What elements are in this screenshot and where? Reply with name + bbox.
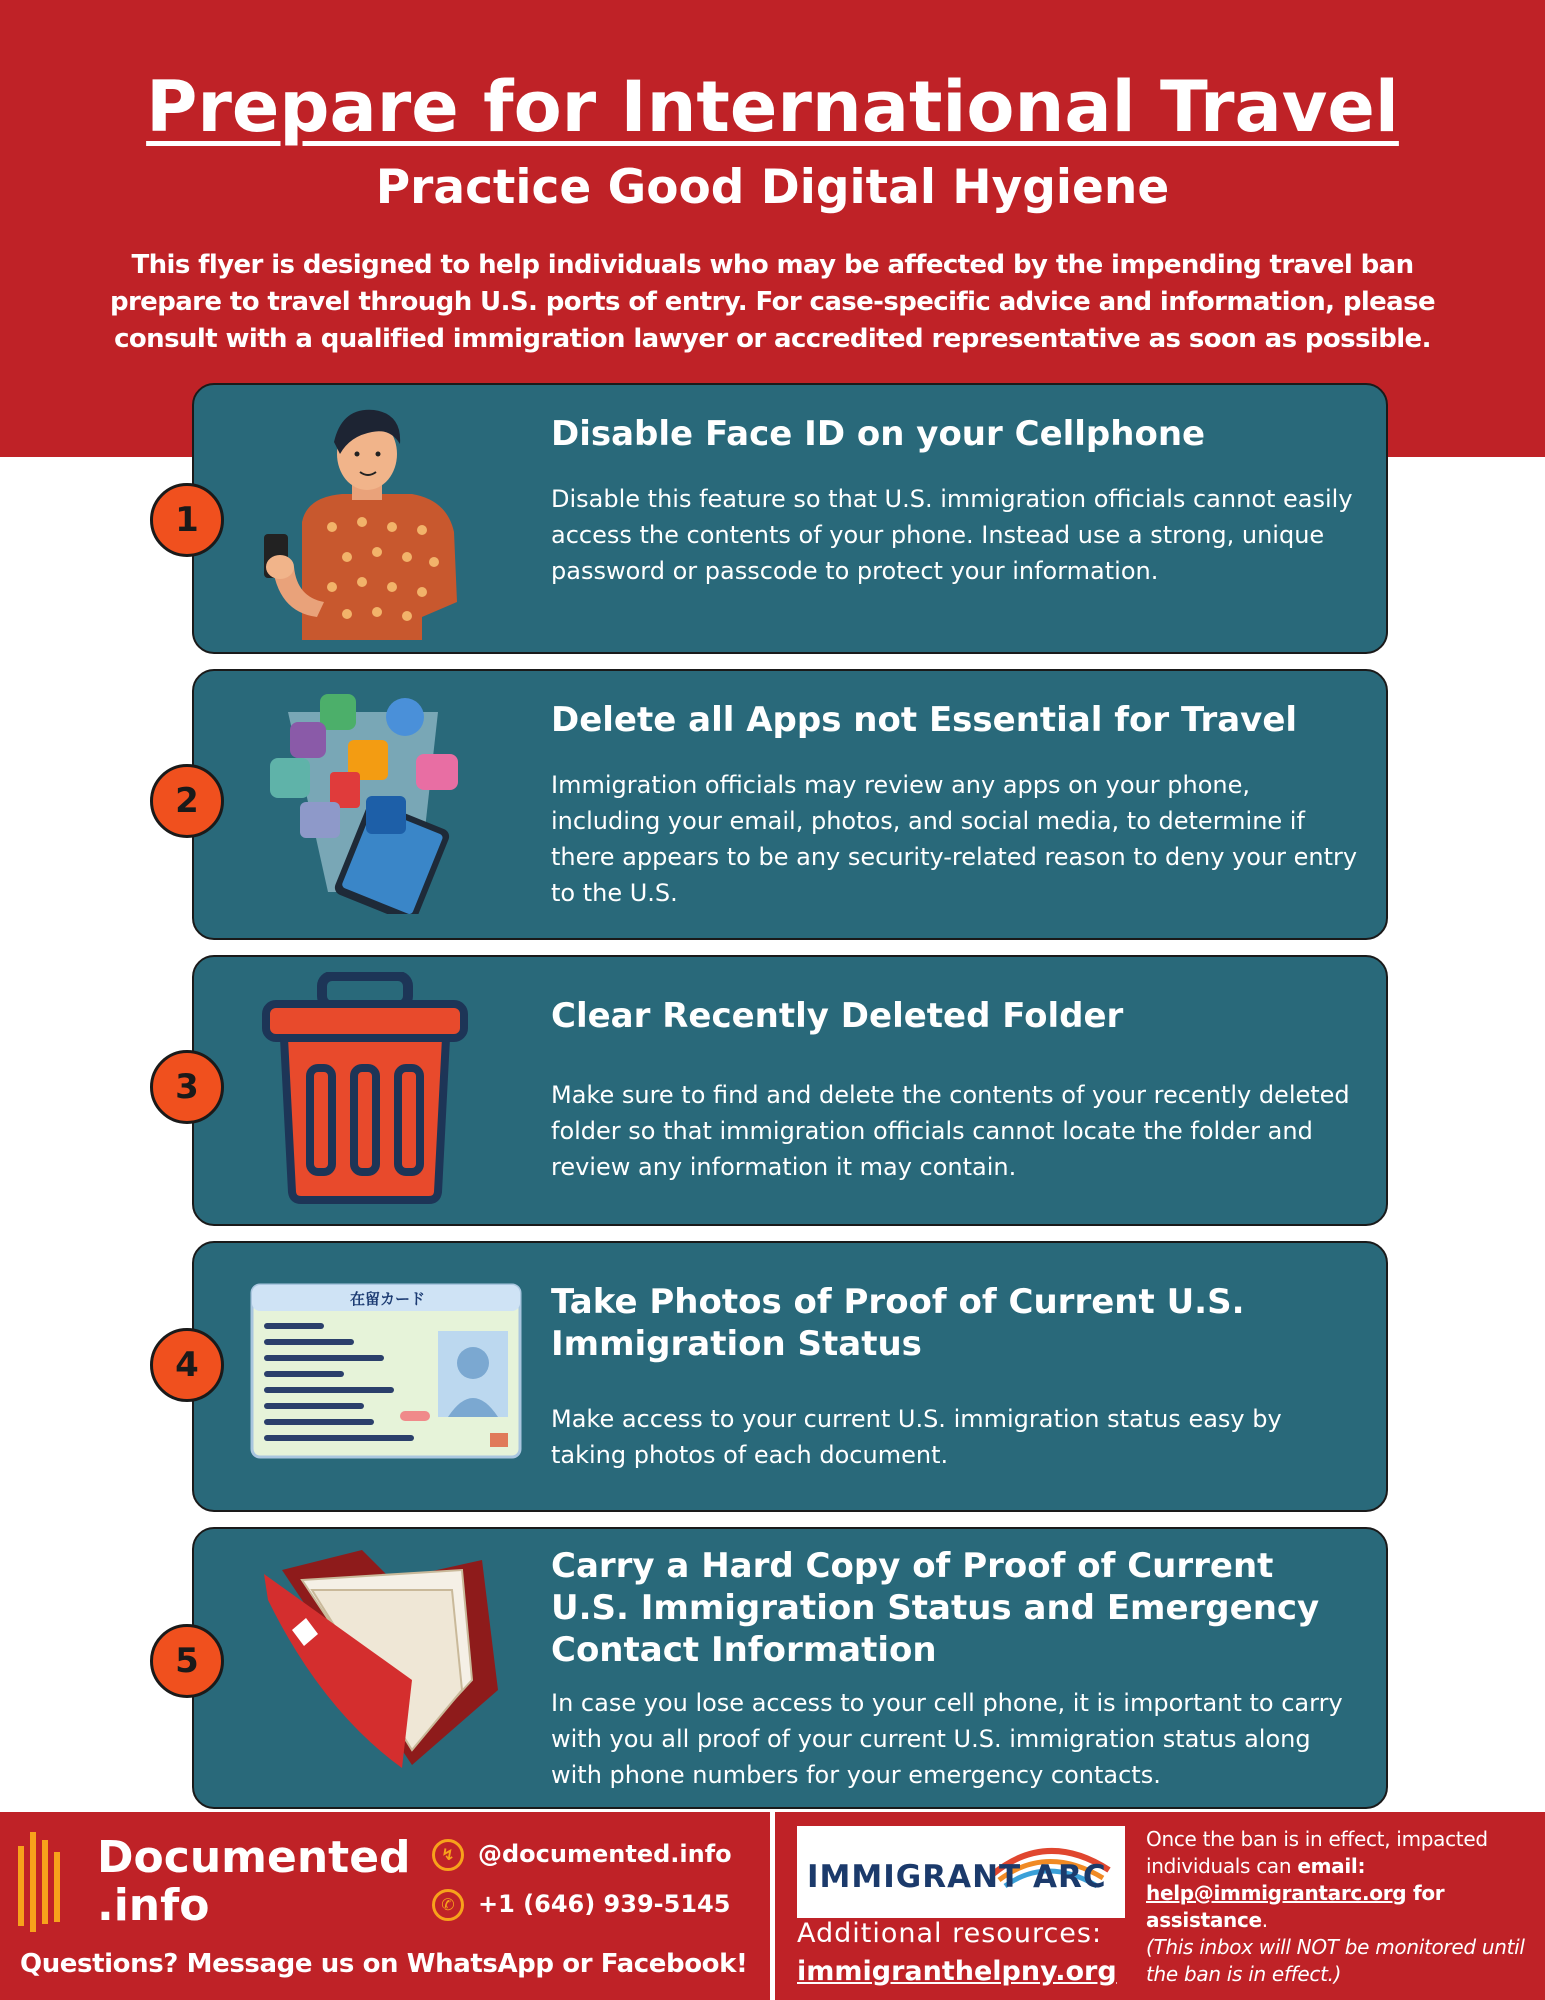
card-header-text: 在留カード bbox=[350, 1290, 426, 1308]
person-phone-illustration bbox=[262, 402, 462, 640]
resource-link[interactable]: immigranthelpny.org bbox=[797, 1956, 1117, 1987]
intro-text: This flyer is designed to help individuals who may be affected by the impending travel ban prepare to travel through U.S. ports of entry. For case-specific advice and information, please consult with a qualified immigration lawyer or accredited representative as soon as possible. bbox=[109, 250, 1436, 354]
folder-documents-illustration bbox=[262, 1540, 502, 1770]
additional-resources-label: Additional resources: bbox=[797, 1918, 1103, 1949]
step-number: 4 bbox=[150, 1328, 224, 1402]
step-number: 5 bbox=[150, 1624, 224, 1698]
arc-logo-text: IMMIGRANT ARC bbox=[807, 1859, 1107, 1895]
documented-logo-bars bbox=[18, 1832, 68, 1932]
trash-can-icon bbox=[262, 972, 468, 1204]
whatsapp-contact[interactable] bbox=[432, 1884, 730, 1924]
step-number: 2 bbox=[150, 764, 224, 838]
step-body: Disable this feature so that U.S. immigration officials cannot easily access the contents of your phone. Instead use a strong, unique password or passcode to protect your information. bbox=[551, 485, 1353, 585]
ban-note-text: Once the ban is in effect, impacted individuals can bbox=[1146, 1827, 1488, 1878]
step-body: Make sure to find and delete the contents of your recently deleted folder so that immigration officials cannot locate the folder and review any information it may contain. bbox=[551, 1081, 1350, 1181]
phone-icon: ✆ bbox=[432, 1889, 464, 1921]
step-title: Disable Face ID on your Cellphone bbox=[551, 414, 1206, 454]
documented-brand bbox=[97, 1834, 411, 1930]
step-body: Make access to your current U.S. immigration status easy by taking photos of each document. bbox=[551, 1405, 1282, 1469]
brand-line-1: Documented bbox=[97, 1832, 411, 1883]
brand-line-2: .info bbox=[97, 1880, 210, 1931]
step-number: 1 bbox=[150, 483, 224, 557]
step-title: Carry a Hard Copy of Proof of Current U.S. Immigration Status and Emergency Contact Information bbox=[551, 1546, 1320, 1670]
page-subtitle: Practice Good Digital Hygiene bbox=[375, 160, 1170, 215]
ban-note-assistance: for assistance bbox=[1146, 1881, 1445, 1932]
email-label: email: bbox=[1297, 1854, 1366, 1878]
residence-card-illustration bbox=[250, 1283, 522, 1459]
step-title: Delete all Apps not Essential for Travel bbox=[551, 700, 1298, 740]
step-title: Clear Recently Deleted Folder bbox=[551, 996, 1124, 1036]
immigrant-arc-logo bbox=[797, 1826, 1125, 1918]
help-email-link[interactable]: help@immigrantarc.org bbox=[1146, 1881, 1407, 1905]
ban-note bbox=[1146, 1826, 1536, 1988]
handle-text: @documented.info bbox=[478, 1840, 732, 1868]
footer-divider bbox=[770, 1812, 775, 2000]
ban-note-disclaimer: (This inbox will NOT be monitored until the ban is in effect.) bbox=[1146, 1935, 1525, 1986]
messenger-contact[interactable] bbox=[432, 1834, 732, 1874]
step-number: 3 bbox=[150, 1050, 224, 1124]
step-title: Take Photos of Proof of Current U.S. Immigration Status bbox=[551, 1282, 1245, 1364]
page-title: Prepare for International Travel bbox=[146, 66, 1399, 148]
ban-note-period: . bbox=[1261, 1908, 1268, 1932]
phone-apps-illustration bbox=[268, 692, 468, 914]
questions-text: Questions? Message us on WhatsApp or Facebook! bbox=[20, 1949, 748, 1979]
phone-text: +1 (646) 939-5145 bbox=[478, 1890, 731, 1918]
step-body: Immigration officials may review any apps on your phone, including your email, photos, and social media, to determine if there appears to be any security-related reason to deny your entry to the U.S. bbox=[551, 771, 1358, 907]
step-body: In case you lose access to your cell phone, it is important to carry with you all proof of your current U.S. immigration status along with phone numbers for your emergency contacts. bbox=[551, 1689, 1343, 1789]
messenger-icon: ↯ bbox=[432, 1839, 464, 1871]
